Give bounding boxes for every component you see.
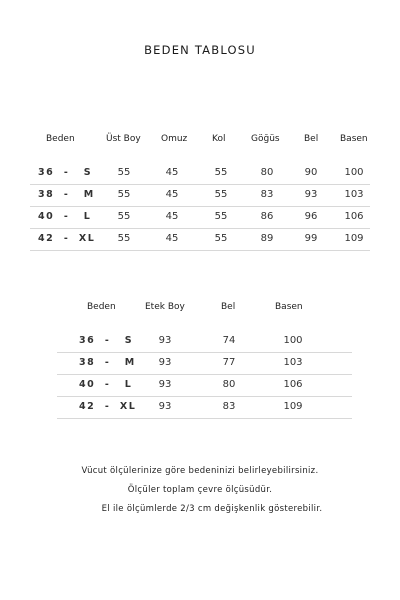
size-cell: 38 - M — [38, 189, 95, 200]
table-row — [57, 330, 352, 353]
value-cell: 83 — [222, 401, 236, 412]
value-cell: 80 — [260, 167, 274, 178]
value-cell: 100 — [283, 335, 303, 346]
value-cell: 99 — [304, 233, 318, 244]
header-omuz: Omuz — [161, 134, 188, 144]
value-cell: 74 — [222, 335, 236, 346]
value-cell: 45 — [165, 189, 179, 200]
header-bel: Bel — [221, 302, 236, 312]
header-bel: Bel — [304, 134, 319, 144]
value-cell: 55 — [117, 189, 131, 200]
value-cell: 90 — [304, 167, 318, 178]
value-cell: 106 — [283, 379, 303, 390]
size-cell: 42 - XL — [79, 401, 137, 412]
note-circumference: Ölçüler toplam çevre ölçüsüdür. — [127, 485, 273, 495]
table-row — [57, 396, 352, 419]
header-kol: Kol — [212, 134, 226, 144]
value-cell: 93 — [158, 379, 172, 390]
header-basen: Basen — [340, 134, 368, 144]
size-cell: 42 - XL — [38, 233, 96, 244]
value-cell: 100 — [344, 167, 364, 178]
header-basen: Basen — [275, 302, 303, 312]
table-row — [57, 374, 352, 397]
value-cell: 93 — [158, 357, 172, 368]
value-cell: 86 — [260, 211, 274, 222]
table-row — [57, 352, 352, 375]
value-cell: 109 — [344, 233, 364, 244]
value-cell: 103 — [344, 189, 364, 200]
size-cell: 40 - L — [38, 211, 92, 222]
value-cell: 55 — [117, 211, 131, 222]
size-cell: 40 - L — [79, 379, 133, 390]
size-cell: 36 - S — [79, 335, 134, 346]
note-measurement-guide: Vücut ölçülerinize göre bedeninizi belirleyebilirsiniz. — [81, 466, 319, 476]
value-cell: 93 — [158, 335, 172, 346]
header-beden: Beden — [87, 302, 116, 312]
value-cell: 45 — [165, 233, 179, 244]
value-cell: 77 — [222, 357, 236, 368]
value-cell: 55 — [214, 233, 228, 244]
value-cell: 83 — [260, 189, 274, 200]
note-tolerance: El ile ölçümlerde 2/3 cm değişkenlik gösterebilir. — [101, 504, 323, 514]
header-etek-boy: Etek Boy — [145, 302, 185, 312]
value-cell: 55 — [214, 211, 228, 222]
value-cell: 80 — [222, 379, 236, 390]
value-cell: 55 — [214, 167, 228, 178]
header-gogus: Göğüs — [251, 134, 280, 144]
value-cell: 96 — [304, 211, 318, 222]
size-cell: 36 - S — [38, 167, 93, 178]
value-cell: 89 — [260, 233, 274, 244]
value-cell: 109 — [283, 401, 303, 412]
value-cell: 55 — [214, 189, 228, 200]
page-title: BEDEN TABLOSU — [144, 43, 256, 57]
value-cell: 55 — [117, 233, 131, 244]
value-cell: 93 — [304, 189, 318, 200]
value-cell: 103 — [283, 357, 303, 368]
value-cell: 106 — [344, 211, 364, 222]
value-cell: 45 — [165, 167, 179, 178]
size-cell: 38 - M — [79, 357, 136, 368]
value-cell: 55 — [117, 167, 131, 178]
value-cell: 45 — [165, 211, 179, 222]
header-ust-boy: Üst Boy — [106, 134, 141, 144]
header-beden: Beden — [46, 134, 75, 144]
value-cell: 93 — [158, 401, 172, 412]
size-table-bottom — [57, 0, 352, 430]
